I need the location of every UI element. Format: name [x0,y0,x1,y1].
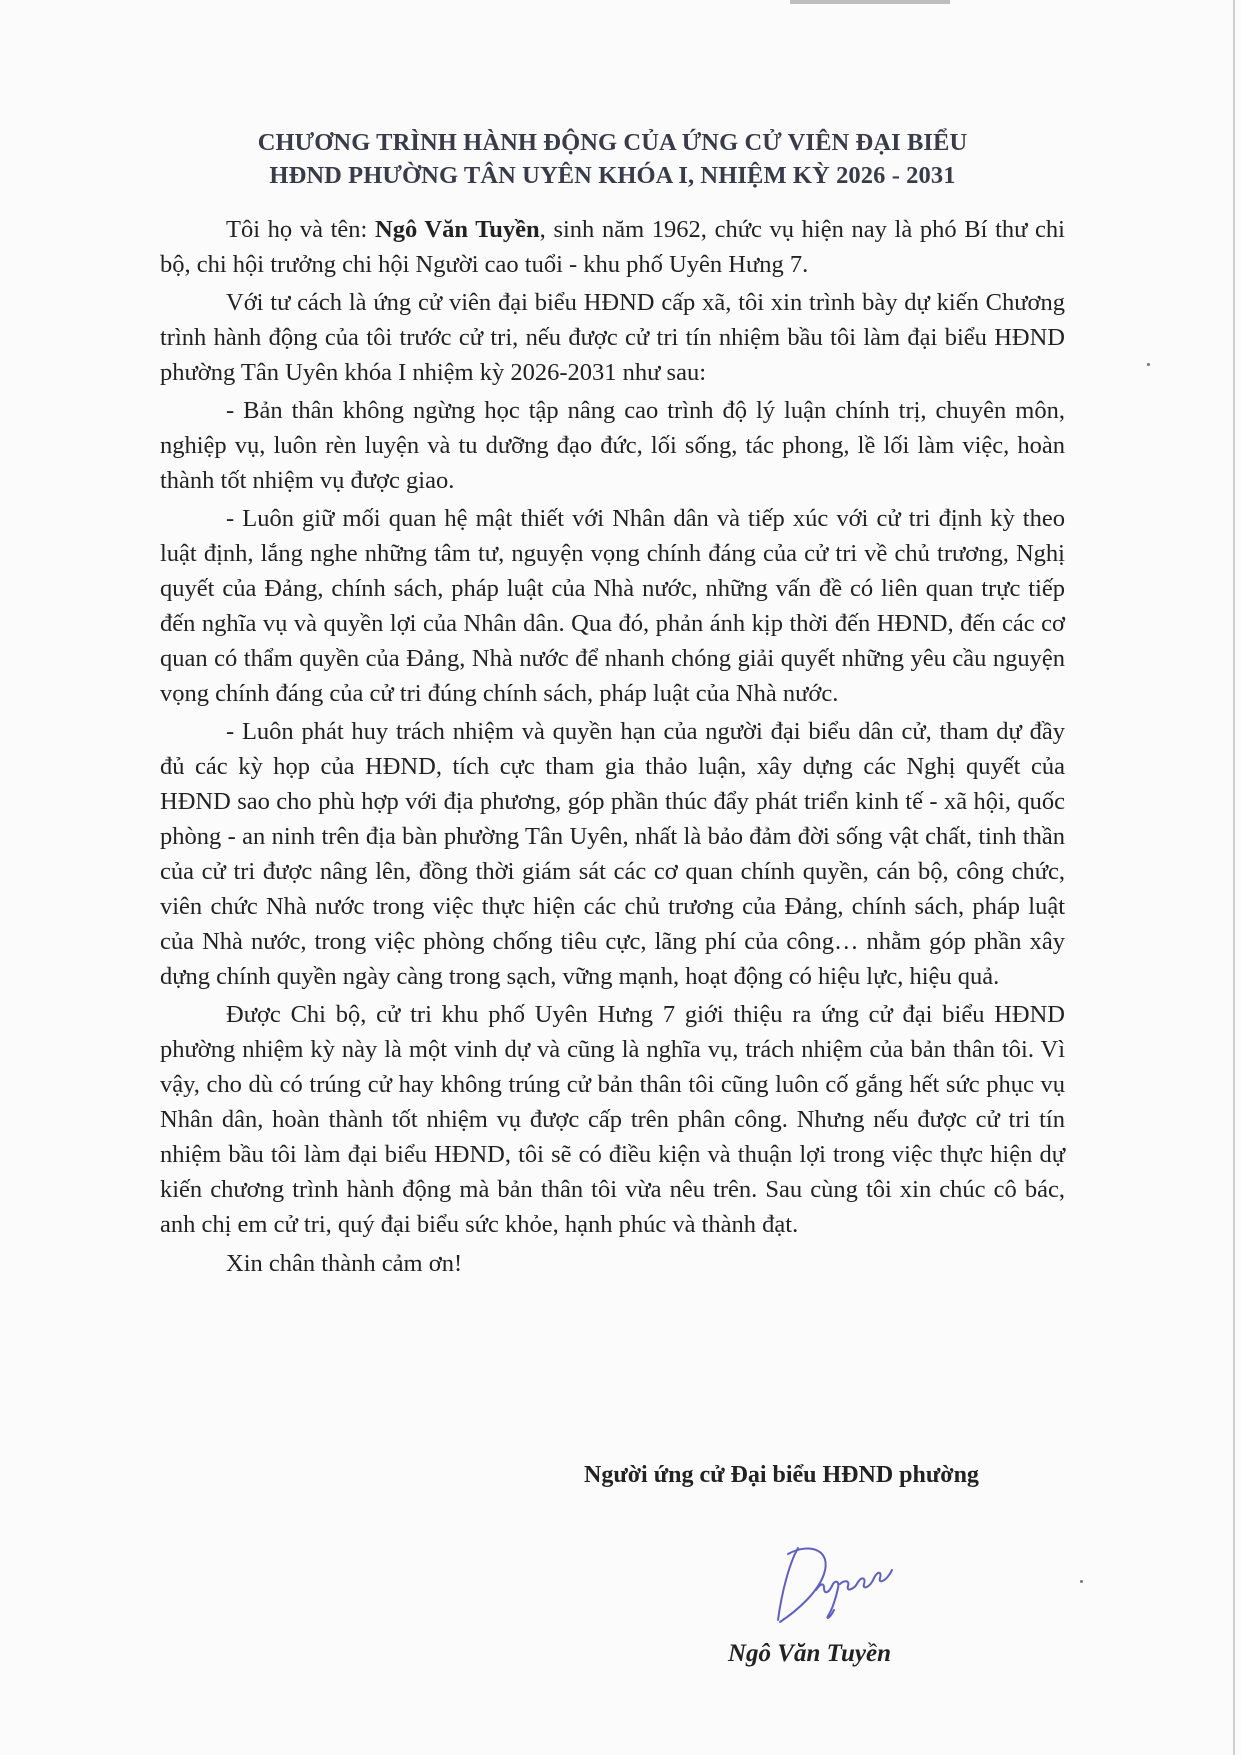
scan-mark [790,0,950,4]
bullet-2: - Luôn giữ mối quan hệ mật thiết với Nhân dân và tiếp xúc với cử tri định kỳ theo luật định, lắng nghe những tâm tư, nguyện vọng chính đáng của cử tri về chủ trương, Nghị quyết của Đảng, chính sách, pháp luật của Nhà nước, những vấn đề có liên quan trực tiếp đến nghĩa vụ và quyền lợi của Nhân dân. Qua đó, phản ánh kịp thời đến HĐND, đến các cơ quan có thẩm quyền của Đảng, Nhà nước để nhanh chóng giải quyết những yêu cầu nguyện vọng chính đáng của cử tri đúng chính sách, pháp luật của Nhà nước. [160,505,1065,707]
bullet-1: - Bản thân không ngừng học tập nâng cao trình độ lý luận chính trị, chuyên môn, nghiệp vụ, luôn rèn luyện và tu dưỡng đạo đức, lối sống, tác phong, lề lối làm việc, hoàn thành tốt nhiệm vụ được giao. [160,397,1065,494]
scan-speck [1080,1580,1083,1583]
bullet-3: - Luôn phát huy trách nhiệm và quyền hạn của người đại biểu dân cử, tham dự đầy đủ các kỳ họp của HĐND, tích cực tham gia thảo luận, xây dựng các Nghị quyết của HĐND sao cho phù hợp với địa phương, góp phần thúc đẩy phát triển kinh tế - xã hội, quốc phòng - an ninh trên địa bàn phường Tân Uyên, nhất là bảo đảm đời sống vật chất, tinh thần của cử tri được nâng lên, đồng thời giám sát các cơ quan chính quyền, cán bộ, công chức, viên chức Nhà nước trong việc thực hiện các chủ trương của Đảng, chính sách, pháp luật của Nhà nước, trong việc phòng chống tiêu cực, lãng phí của công… nhằm góp phần xây dựng chính quyền ngày càng trong sạch, vững mạnh, hoạt động có hiệu lực, hiệu quả. [160,718,1065,990]
closing-line: Xin chân thành cảm ơn! [226,1250,463,1277]
handwritten-signature [770,1540,910,1630]
scan-speck [1147,363,1150,366]
paragraph-2: Với tư cách là ứng cử viên đại biểu HĐND cấp xã, tôi xin trình bày dự kiến Chương trình hành động của tôi trước cử tri, nếu được cử tri tín nhiệm bầu tôi làm đại biểu HĐND phường Tân Uyên khóa I nhiệm kỳ 2026-2031 như sau: [160,289,1065,386]
title-line-2: HĐND PHƯỜNG TÂN UYÊN KHÓA I, NHIỆM KỲ 2026 - 2031 [269,162,956,189]
paragraph-6: Được Chi bộ, cử tri khu phố Uyên Hưng 7 giới thiệu ra ứng cử đại biểu HĐND phường nhiệm kỳ này là một vinh dự và cũng là nghĩa vụ, trách nhiệm của bản thân tôi. Vì vậy, cho dù có trúng cử hay không trúng cử bản thân tôi cũng luôn cố gắng hết sức phục vụ Nhân dân, hoàn thành tốt nhiệm vụ được cấp trên phân công. Nhưng nếu được cử tri tín nhiệm bầu tôi làm đại biểu HĐND, tôi sẽ có điều kiện và thuận lợi trong việc thực hiện dự kiến chương trình hành động mà bản thân tôi vừa nêu trên. Sau cùng tôi xin chúc cô bác, anh chị em cử tri, quý đại biểu sức khỏe, hạnh phúc và thành đạt. [160,1001,1065,1238]
signer-name: Ngô Văn Tuyền [728,1640,891,1667]
signer-title: Người ứng cử Đại biểu HĐND phường [584,1462,979,1488]
intro-paragraph [160,212,1065,282]
scan-edge [1233,0,1235,1755]
candidate-name: Ngô Văn Tuyền [375,216,540,243]
title-line-1: CHƯƠNG TRÌNH HÀNH ĐỘNG CỦA ỨNG CỬ VIÊN ĐẠI BIỂU [257,129,968,156]
document-body [160,126,1065,1281]
document-title [160,126,1065,192]
intro-suffix: , sinh năm 1962, chức vụ hiện nay là phó Bí thư chi bộ, chi hội trưởng chi hội Người cao tuổi - khu phố Uyên Hưng 7. [160,216,1065,278]
intro-prefix: Tôi họ và tên: [226,216,376,243]
